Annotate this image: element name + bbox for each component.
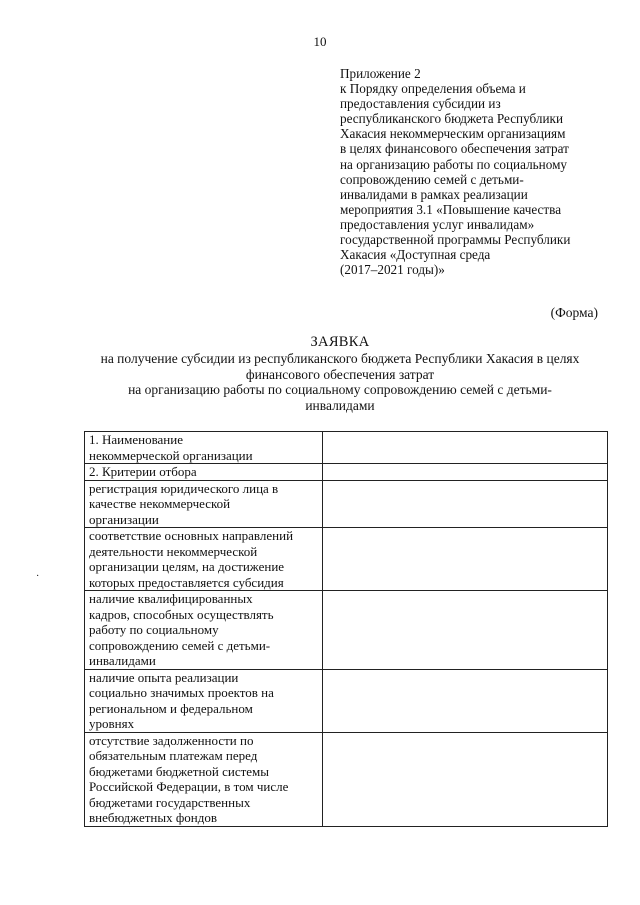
table-row bbox=[85, 591, 608, 670]
row-value-cell[interactable] bbox=[323, 591, 608, 670]
document-subtitle-line: на получение субсидии из республиканского бюджета Республики Хакасия в целях bbox=[100, 351, 580, 367]
document-subtitle-line: на организацию работы по социальному сопровождению семей с детьми- bbox=[128, 382, 552, 398]
row-value-cell[interactable] bbox=[323, 432, 608, 464]
row-label-line: организации bbox=[89, 511, 159, 527]
table-row bbox=[85, 732, 608, 826]
row-label-cell bbox=[85, 591, 323, 670]
document-subtitle-line: финансового обеспечения затрат bbox=[245, 366, 435, 382]
row-label-line: 2. Критерии отбора bbox=[89, 464, 197, 479]
document-subtitle-line: инвалидами bbox=[305, 397, 375, 413]
row-label-cell bbox=[85, 432, 323, 464]
row-label-line: качестве некоммерческой bbox=[89, 496, 231, 511]
row-label-line: внебюджетных фондов bbox=[89, 810, 217, 825]
row-label-cell bbox=[85, 669, 323, 732]
appendix-line: Приложение 2 bbox=[340, 66, 421, 81]
row-label-line: некоммерческой организации bbox=[89, 447, 253, 463]
row-label-line: организации целям, на достижение bbox=[89, 559, 285, 574]
appendix-line: предоставления услуг инвалидам» bbox=[340, 216, 535, 232]
page-number: 10 bbox=[313, 34, 327, 49]
appendix-line: инвалидами в рамках реализации bbox=[340, 186, 528, 202]
table-row bbox=[85, 464, 608, 481]
appendix-line: к Порядку определения объема и bbox=[340, 81, 526, 97]
row-value-cell[interactable] bbox=[323, 480, 608, 528]
form-label: (Форма) bbox=[550, 305, 598, 320]
document-title: ЗАЯВКА bbox=[310, 334, 370, 350]
table-row bbox=[85, 432, 608, 464]
row-label-line: отсутствие задолженности по bbox=[89, 732, 254, 748]
document-title-block bbox=[60, 335, 620, 413]
row-label-cell bbox=[85, 464, 323, 481]
appendix-line: сопровождению семей с детьми- bbox=[340, 171, 524, 187]
row-label-line: региональном и федеральном bbox=[89, 700, 253, 716]
appendix-note bbox=[340, 66, 610, 277]
table-row bbox=[85, 669, 608, 732]
appendix-line: (2017–2021 годы)» bbox=[340, 262, 445, 278]
row-label-line: Российской Федерации, в том числе bbox=[89, 779, 289, 794]
appendix-line: в целях финансового обеспечения затрат bbox=[340, 141, 569, 157]
table-row bbox=[85, 480, 608, 528]
row-label-line: соответствие основных направлений bbox=[89, 528, 294, 543]
table-row bbox=[85, 528, 608, 591]
row-label-line: регистрация юридического лица в bbox=[89, 480, 279, 496]
row-label-line: которых предоставляется субсидия bbox=[89, 574, 284, 590]
row-label-line: работу по социальному bbox=[89, 622, 219, 637]
row-label-cell bbox=[85, 732, 323, 826]
row-value-cell[interactable] bbox=[323, 669, 608, 732]
row-value-cell[interactable] bbox=[323, 528, 608, 591]
appendix-line: государственной программы Республики bbox=[340, 232, 571, 248]
row-label-line: бюджетами бюджетной системы bbox=[89, 763, 270, 779]
row-value-cell[interactable] bbox=[323, 732, 608, 826]
row-label-line: деятельности некоммерческой bbox=[89, 543, 258, 559]
appendix-line: на организацию работы по социальному bbox=[340, 156, 568, 172]
appendix-line: предоставления субсидии из bbox=[340, 96, 501, 112]
row-label-line: инвалидами bbox=[89, 653, 156, 668]
row-label-line: кадров, способных осуществлять bbox=[89, 606, 274, 622]
appendix-line: Хакасия некоммерческим организациям bbox=[340, 126, 566, 142]
row-label-line: сопровождению семей с детьми- bbox=[89, 637, 271, 653]
row-label-line: наличие опыта реализации bbox=[89, 669, 239, 685]
appendix-line: Хакасия «Доступная среда bbox=[340, 247, 491, 263]
row-label-line: уровнях bbox=[89, 716, 135, 731]
row-label-cell bbox=[85, 480, 323, 528]
row-label-line: обязательным платежам перед bbox=[89, 748, 258, 763]
appendix-line: мероприятия 3.1 «Повышение качества bbox=[340, 201, 562, 217]
appendix-line: республиканского бюджета Республики bbox=[340, 111, 564, 127]
row-label-line: социально значимых проектов на bbox=[89, 685, 274, 700]
row-value-cell[interactable] bbox=[323, 464, 608, 481]
row-label-line: бюджетами государственных bbox=[89, 794, 251, 810]
application-table bbox=[84, 431, 608, 827]
row-label-line: 1. Наименование bbox=[89, 432, 183, 447]
row-label-line: наличие квалифицированных bbox=[89, 591, 253, 606]
row-label-cell bbox=[85, 528, 323, 591]
stray-mark: · bbox=[36, 571, 40, 582]
